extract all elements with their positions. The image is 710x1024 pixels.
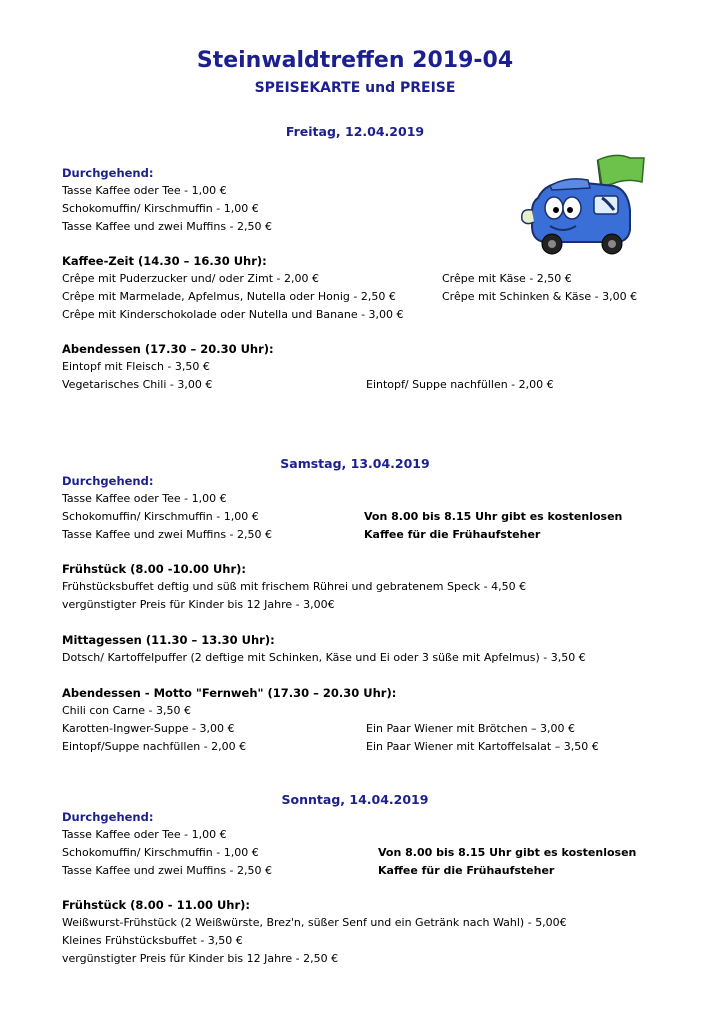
section-heading-mittagessen: Mittagessen (11.30 – 13.30 Uhr):: [62, 633, 275, 647]
menu-item: Crêpe mit Schinken & Käse - 3,00 €: [442, 290, 638, 303]
menu-item: vergünstigter Preis für Kinder bis 12 Jahre - 3,00€: [62, 598, 335, 611]
menu-item: Eintopf/Suppe nachfüllen - 2,00 €: [62, 740, 247, 753]
page-subtitle: SPEISEKARTE und PREISE: [254, 80, 456, 96]
menu-item: Tasse Kaffee und zwei Muffins - 2,50 €: [62, 528, 272, 541]
camper-van-mascot-icon: [516, 150, 646, 260]
menu-item: Crêpe mit Puderzucker und/ oder Zimt - 2,00 €: [62, 272, 319, 285]
section-heading-fruehstueck: Frühstück (8.00 -10.00 Uhr):: [62, 562, 246, 576]
menu-item: Tasse Kaffee oder Tee - 1,00 €: [62, 492, 227, 505]
menu-item: Chili con Carne - 3,50 €: [62, 704, 192, 717]
section-heading-durchgehend: Durchgehend:: [62, 166, 154, 180]
page-title: Steinwaldtreffen 2019-04: [196, 48, 514, 73]
menu-item: Vegetarisches Chili - 3,00 €: [62, 378, 213, 391]
menu-item: Tasse Kaffee und zwei Muffins - 2,50 €: [62, 220, 272, 233]
section-heading-durchgehend: Durchgehend:: [62, 810, 154, 824]
menu-item: Schokomuffin/ Kirschmuffin - 1,00 €: [62, 510, 259, 523]
section-heading-abendessen: Abendessen (17.30 – 20.30 Uhr):: [62, 342, 274, 356]
free-coffee-note: Kaffee für die Frühaufsteher: [378, 864, 555, 877]
menu-item: Crêpe mit Kinderschokolade oder Nutella und Banane - 3,00 €: [62, 308, 404, 321]
menu-item: Eintopf mit Fleisch - 3,50 €: [62, 360, 210, 373]
free-coffee-note: Von 8.00 bis 8.15 Uhr gibt es kostenlosen: [378, 846, 637, 859]
menu-item: Tasse Kaffee oder Tee - 1,00 €: [62, 184, 227, 197]
section-heading-durchgehend: Durchgehend:: [62, 474, 154, 488]
free-coffee-note: Von 8.00 bis 8.15 Uhr gibt es kostenlosen: [364, 510, 623, 523]
menu-item: Ein Paar Wiener mit Kartoffelsalat – 3,50 €: [366, 740, 599, 753]
section-heading-kaffee-zeit: Kaffee-Zeit (14.30 – 16.30 Uhr):: [62, 254, 267, 268]
menu-item: Ein Paar Wiener mit Brötchen – 3,00 €: [366, 722, 576, 735]
free-coffee-note: Kaffee für die Frühaufsteher: [364, 528, 541, 541]
menu-item: Weißwurst-Frühstück (2 Weißwürste, Brez'n, süßer Senf und ein Getränk nach Wahl) - 5,00€: [62, 916, 567, 929]
section-heading-abendessen: Abendessen - Motto "Fernweh" (17.30 – 20.30 Uhr):: [62, 686, 397, 700]
day-heading-friday: Freitag, 12.04.2019: [285, 124, 425, 139]
menu-item: Tasse Kaffee und zwei Muffins - 2,50 €: [62, 864, 272, 877]
menu-item: Schokomuffin/ Kirschmuffin - 1,00 €: [62, 202, 259, 215]
menu-item: Frühstücksbuffet deftig und süß mit frischem Rührei und gebratenem Speck - 4,50 €: [62, 580, 527, 593]
menu-item: Dotsch/ Kartoffelpuffer (2 deftige mit Schinken, Käse und Ei oder 3 süße mit Apfelmus) - 3,50 €: [62, 651, 586, 664]
menu-item: Karotten-Ingwer-Suppe - 3,00 €: [62, 722, 235, 735]
menu-item: Schokomuffin/ Kirschmuffin - 1,00 €: [62, 846, 259, 859]
menu-item: Tasse Kaffee oder Tee - 1,00 €: [62, 828, 227, 841]
day-heading-saturday: Samstag, 13.04.2019: [280, 456, 430, 471]
day-heading-sunday: Sonntag, 14.04.2019: [281, 792, 429, 807]
section-heading-fruehstueck: Frühstück (8.00 - 11.00 Uhr):: [62, 898, 251, 912]
menu-item: Kleines Frühstücksbuffet - 3,50 €: [62, 934, 243, 947]
menu-item: Crêpe mit Käse - 2,50 €: [442, 272, 572, 285]
menu-item: Crêpe mit Marmelade, Apfelmus, Nutella oder Honig - 2,50 €: [62, 290, 396, 303]
menu-item: Eintopf/ Suppe nachfüllen - 2,00 €: [366, 378, 554, 391]
menu-item: vergünstigter Preis für Kinder bis 12 Jahre - 2,50 €: [62, 952, 339, 965]
